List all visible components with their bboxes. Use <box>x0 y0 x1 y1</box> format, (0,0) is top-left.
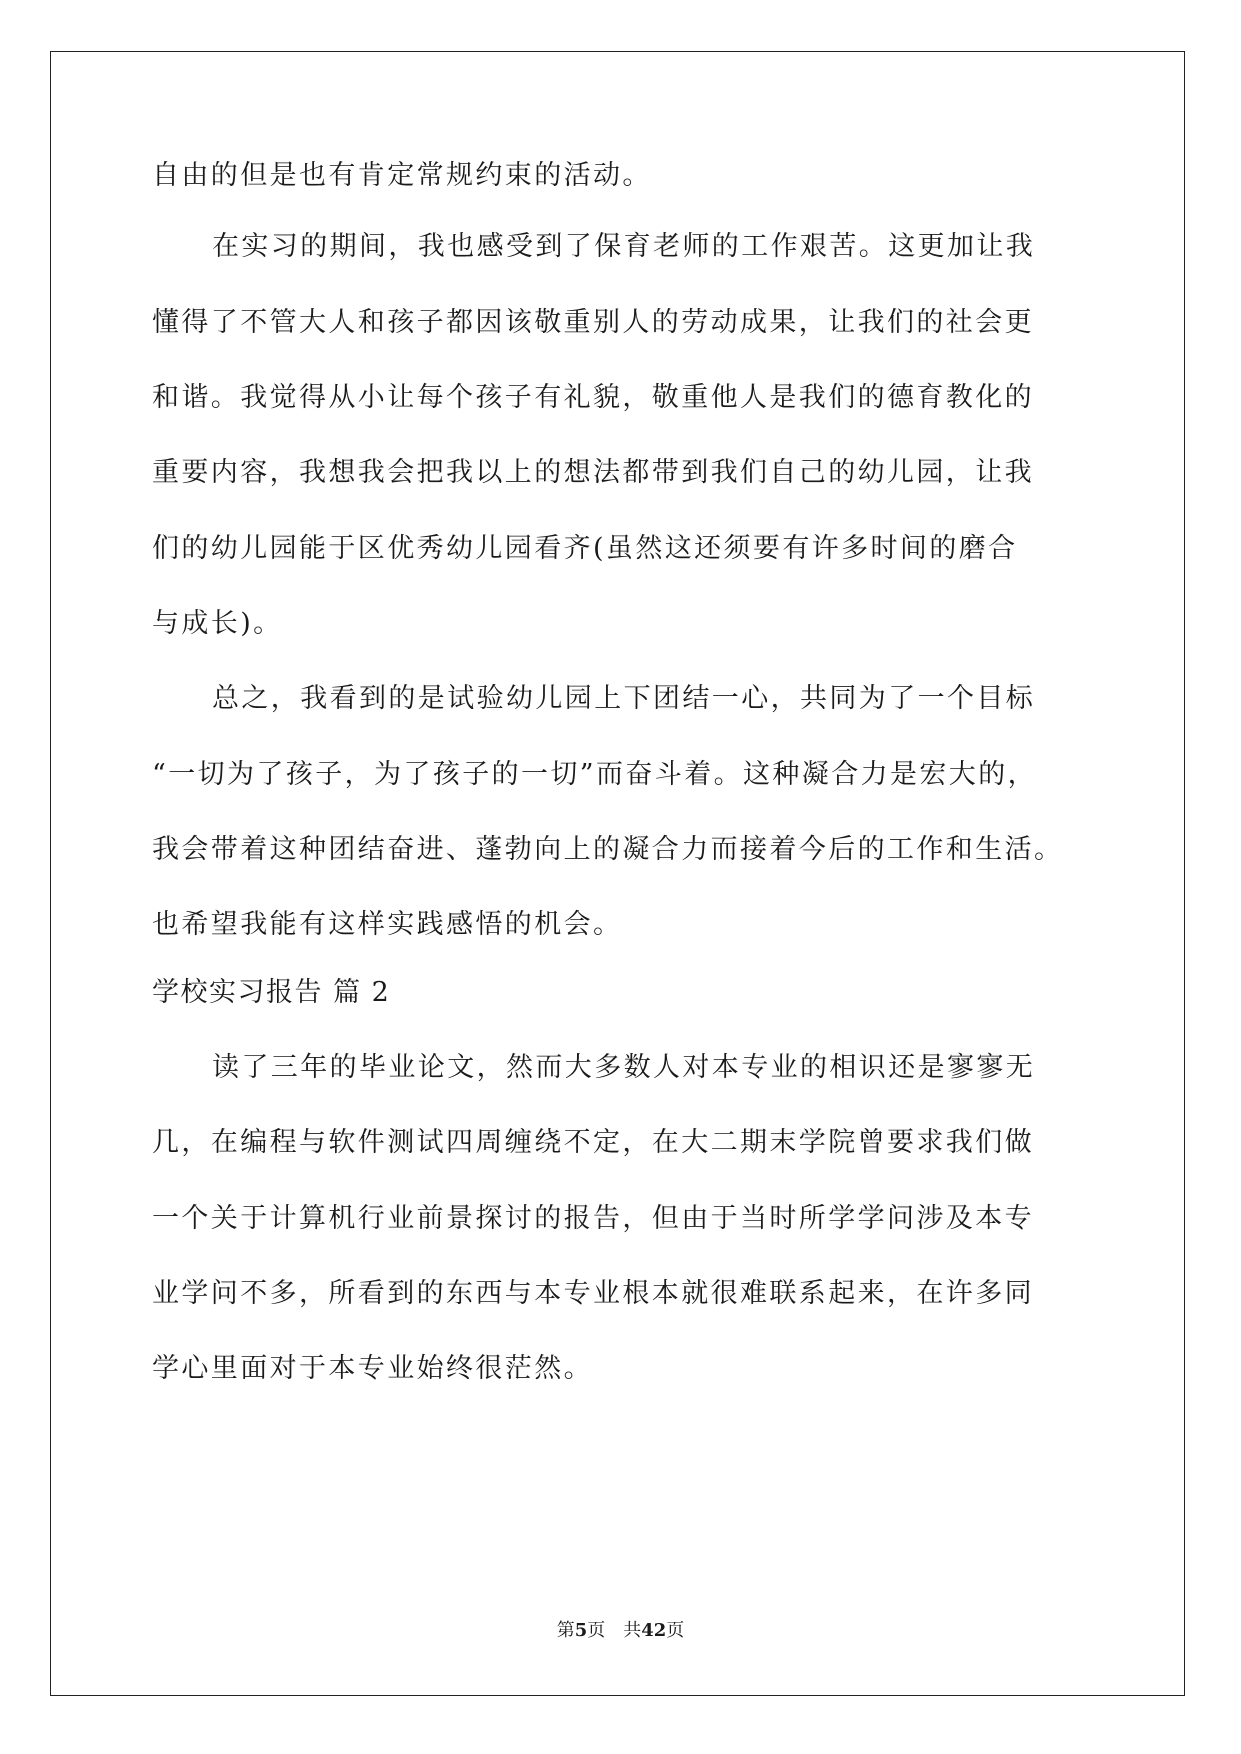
paragraph-line: 自由的但是也有肯定常规约束的活动。 <box>152 160 652 191</box>
paragraph-line: 学心里面对于本专业始终很茫然。 <box>152 1353 593 1384</box>
paragraph-line: “一切为了孩子，为了孩子的一切”而奋斗着。这种凝合力是宏大的， <box>152 759 1038 790</box>
paragraph-line: 和谐。我觉得从小让每个孩子有礼貌，敬重他人是我们的德育教化的 <box>152 382 1034 413</box>
paragraph-line: 业学问不多，所看到的东西与本专业根本就很难联系起来，在许多同 <box>152 1278 1034 1309</box>
footer-page-number: 5 <box>574 1620 588 1641</box>
footer-total-pages: 42 <box>641 1620 667 1641</box>
footer-mid: 页 共 <box>587 1620 642 1641</box>
paragraph-line: 几，在编程与软件测试四周缠绕不定，在大二期末学院曾要求我们做 <box>152 1127 1034 1158</box>
paragraph-line: 在实习的期间，我也感受到了保育老师的工作艰苦。这更加让我 <box>212 231 1036 262</box>
page-footer <box>0 1616 1241 1642</box>
paragraph-line: 总之，我看到的是试验幼儿园上下团结一心，共同为了一个目标 <box>212 683 1036 714</box>
paragraph-line: 们的幼儿园能于区优秀幼儿园看齐(虽然这还须要有许多时间的磨合 <box>152 533 1018 564</box>
paragraph-line: 与成长)。 <box>152 608 283 639</box>
footer-prefix: 第 <box>556 1620 575 1641</box>
footer-suffix: 页 <box>666 1620 685 1641</box>
paragraph-line: 我会带着这种团结奋进、蓬勃向上的凝合力而接着今后的工作和生活。 <box>152 834 1064 865</box>
paragraph-line: 也希望我能有这样实践感悟的机会。 <box>152 909 623 940</box>
paragraph-line: 懂得了不管大人和孩子都因该敬重别人的劳动成果，让我们的社会更 <box>152 307 1034 338</box>
paragraph-line: 一个关于计算机行业前景探讨的报告，但由于当时所学学问涉及本专 <box>152 1203 1034 1234</box>
paragraph-line: 重要内容，我想我会把我以上的想法都带到我们自己的幼儿园，让我 <box>152 457 1034 488</box>
paragraph-line: 读了三年的毕业论文，然而大多数人对本专业的相识还是寥寥无 <box>212 1052 1036 1083</box>
section-heading: 学校实习报告 篇 2 <box>152 977 391 1008</box>
page-border <box>50 51 1185 1696</box>
